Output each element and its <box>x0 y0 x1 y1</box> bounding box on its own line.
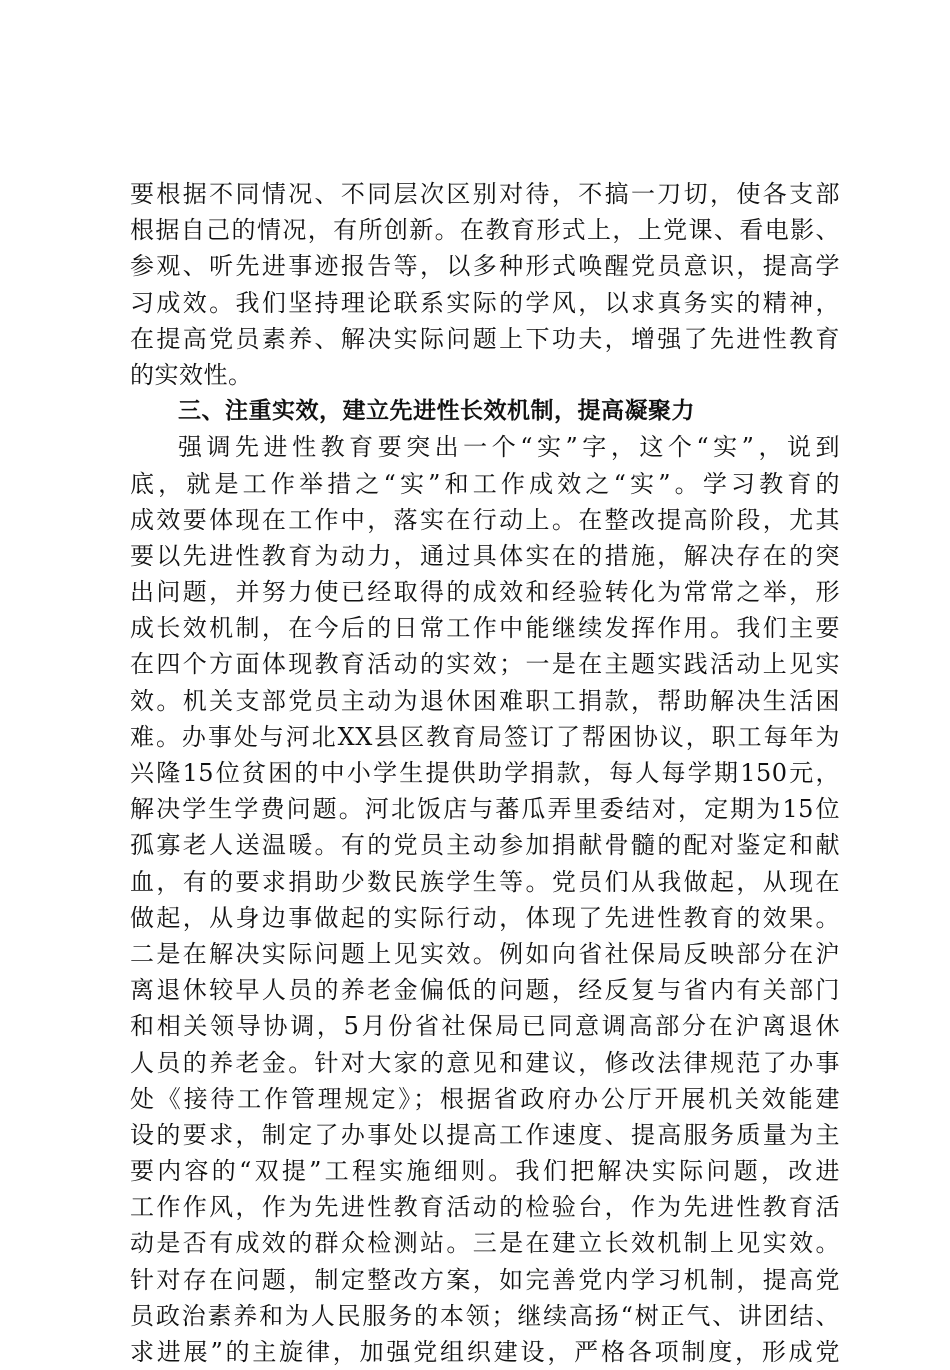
text-line: 成长效机制，在今后的日常工作中能继续发挥作用。我们主要 <box>130 614 840 643</box>
text-line: 二是在解决实际问题上见实效。例如向省社保局反映部分在沪 <box>130 939 840 968</box>
text-line: 兴隆15位贫困的中小学生提供助学捐款，每人每学期150元， <box>130 759 840 787</box>
text-line: 要以先进性教育为动力，通过具体实在的措施，解决存在的突 <box>130 541 840 570</box>
paragraph-continuation <box>130 176 840 393</box>
text-line: 人员的养老金。针对大家的意见和建议，修改法律规范了办事 <box>130 1048 840 1077</box>
text-line: 出问题，并努力使已经取得的成效和经验转化为常常之举，形 <box>130 578 840 607</box>
text-line: 孤寡老人送温暖。有的党员主动参加捐献骨髓的配对鉴定和献 <box>130 831 840 860</box>
text-line: 要内容的“双提”工程实施细则。我们把解决实际问题，改进 <box>130 1157 840 1186</box>
text-line: 离退休较早人员的养老金偏低的问题，经反复与省内有关部门 <box>130 976 840 1005</box>
text-line: 底，就是工作举措之“实”和工作成效之“实”。学习教育的 <box>130 469 840 498</box>
section-heading: 三、注重实效，建立先进性长效机制，提高凝聚力 <box>178 398 695 425</box>
text-line: 和相关领导协调，5月份省社保局已同意调高部分在沪离退休 <box>130 1012 840 1041</box>
text-line: 求进展”的主旋律，加强党组织建设，严格各项制度，形成党 <box>130 1338 840 1366</box>
text-line: 做起，从身边事做起的实际行动，体现了先进性教育的效果。 <box>130 903 840 932</box>
text-line: 针对存在问题，制定整改方案，如完善党内学习机制，提高党 <box>130 1265 840 1294</box>
text-line: 工作作风，作为先进性教育活动的检验台，作为先进性教育活 <box>130 1193 840 1222</box>
text-line: 习成效。我们坚持理论联系实际的学风，以求真务实的精神， <box>130 288 840 317</box>
paragraph-body <box>130 429 840 1370</box>
text-line: 强调先进性教育要突出一个“实”字，这个“实”，说到 <box>178 433 840 462</box>
text-line: 处《接待工作管理规定》；根据省政府办公厅开展机关效能建 <box>130 1084 840 1113</box>
text-line: 在提高党员素养、解决实际问题上下功夫，增强了先进性教育 <box>130 324 840 353</box>
text-line: 设的要求，制定了办事处以提高工作速度、提高服务质量为主 <box>130 1120 840 1149</box>
text-line: 血，有的要求捐助少数民族学生等。党员们从我做起，从现在 <box>130 867 840 896</box>
text-line: 动是否有成效的群众检测站。三是在建立长效机制上见实效。 <box>130 1229 840 1258</box>
text-line: 成效要体现在工作中，落实在行动上。在整改提高阶段，尤其 <box>130 505 840 534</box>
text-line: 在四个方面体现教育活动的实效；一是在主题实践活动上见实 <box>130 650 840 679</box>
text-line: 难。办事处与河北XX县区教育局签订了帮困协议，职工每年为 <box>130 722 840 751</box>
text-line: 根据自己的情况，有所创新。在教育形式上，上党课、看电影、 <box>130 216 840 245</box>
text-line: 员政治素养和为人民服务的本领；继续高扬“树正气、讲团结、 <box>130 1301 840 1330</box>
text-line: 参观、听先进事迹报告等，以多种形式唤醒党员意识，提高学 <box>130 252 840 281</box>
document-body <box>130 176 840 1370</box>
text-line: 效。机关支部党员主动为退休困难职工捐款，帮助解决生活困 <box>130 686 840 715</box>
text-line: 解决学生学费问题。河北饭店与蕃瓜弄里委结对，定期为15位 <box>130 795 840 824</box>
text-line: 的实效性。 <box>130 360 253 389</box>
text-line: 要根据不同情况、不同层次区别对待，不搞一刀切，使各支部 <box>130 180 840 208</box>
